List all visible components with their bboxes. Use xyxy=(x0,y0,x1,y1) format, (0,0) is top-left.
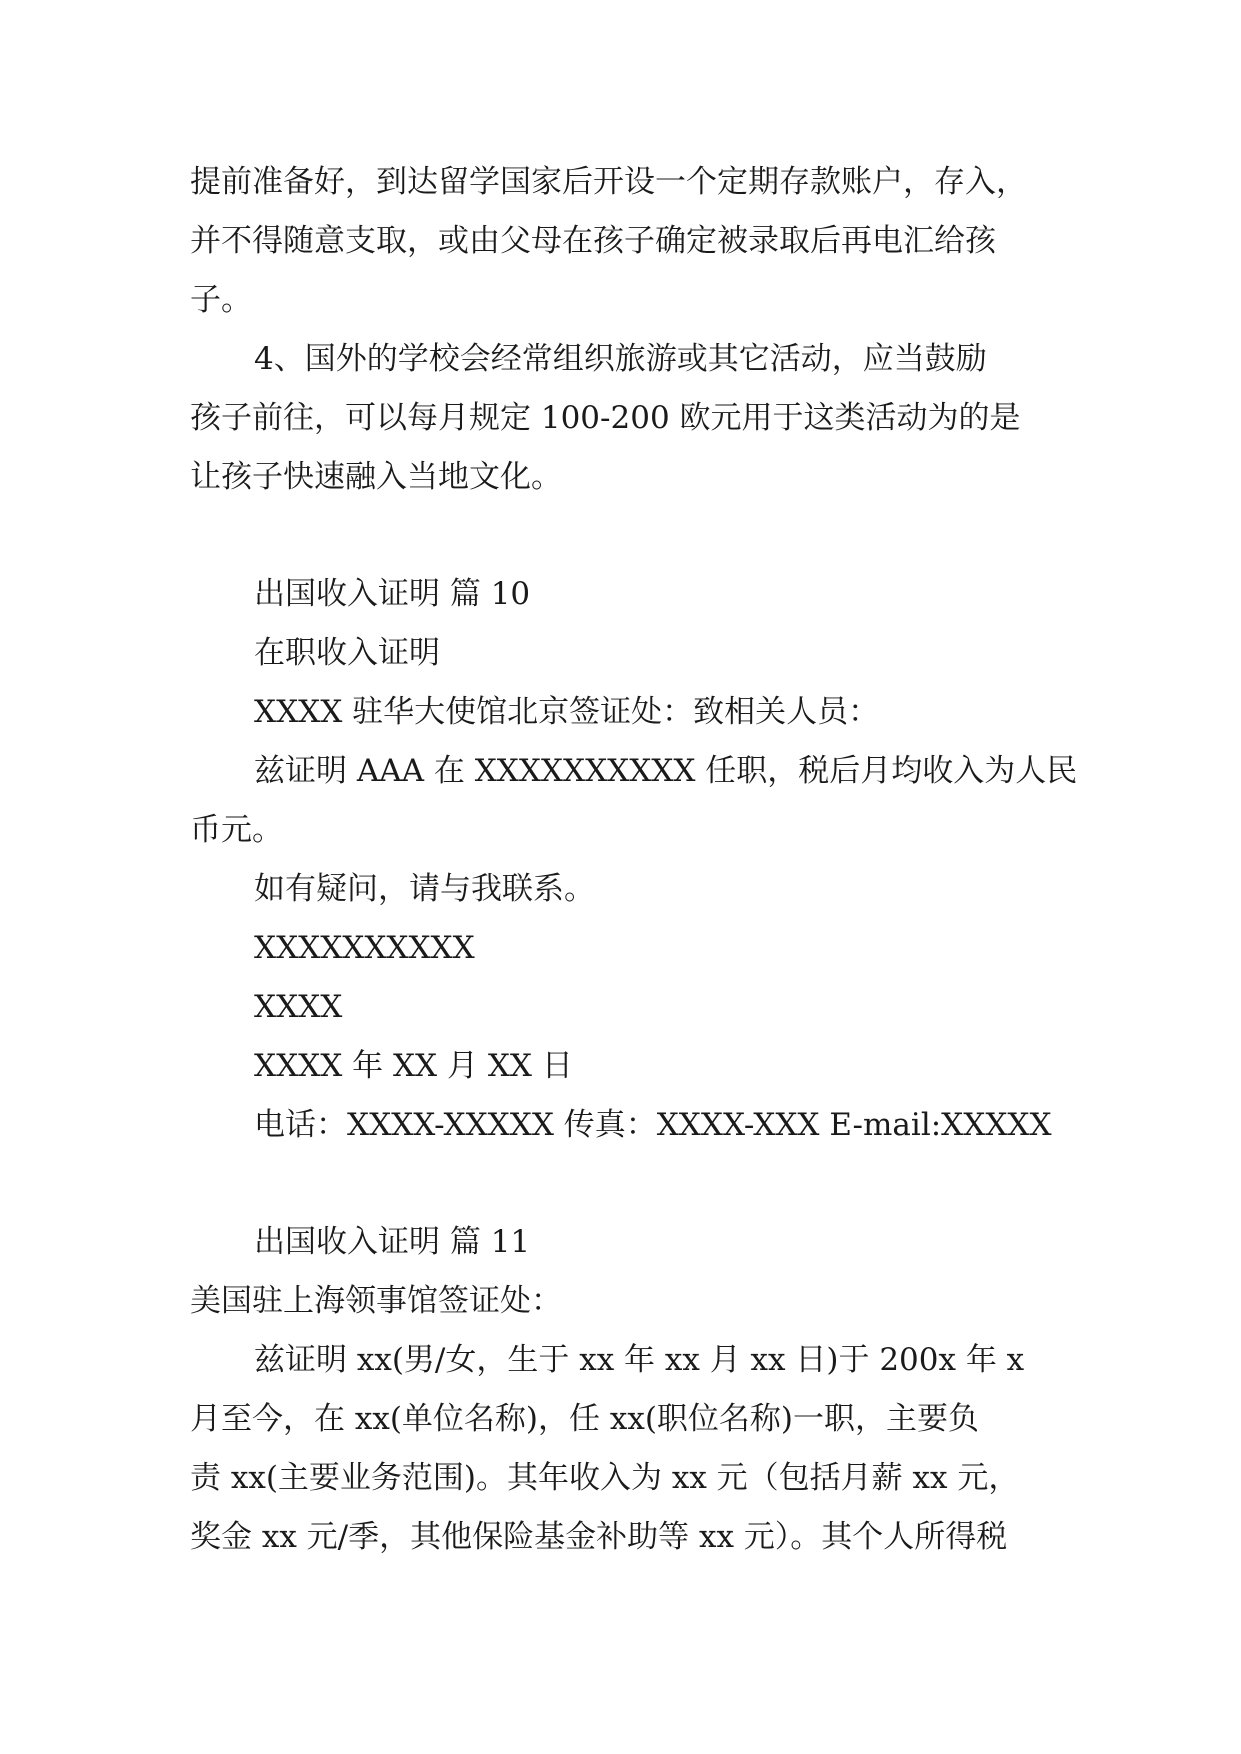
date-line: XXXX 年 XX 月 XX 日 xyxy=(254,1048,573,1084)
certificate-body-line: 兹证明 AAA 在 XXXXXXXXXX 任职，税后月均收入为人民 xyxy=(254,753,1078,789)
paragraph-line: 子。 xyxy=(190,282,252,318)
certificate-body-line: 币元。 xyxy=(190,812,283,848)
signer-secondary: XXXX xyxy=(254,989,343,1025)
certificate-title: 在职收入证明 xyxy=(254,635,440,671)
contact-line: 电话：XXXX-XXXXX 传真：XXXX-XXX E-mail:XXXXX xyxy=(254,1107,1052,1143)
certificate-body-line: 兹证明 xx(男/女，生于 xx 年 xx 月 xx 日)于 200x 年 x xyxy=(254,1342,1025,1378)
list-item-4-line: 让孩子快速融入当地文化。 xyxy=(190,459,562,495)
section-heading: 出国收入证明 篇 11 xyxy=(254,1224,531,1260)
section-heading: 出国收入证明 篇 10 xyxy=(254,576,531,612)
signer: XXXXXXXXXX xyxy=(254,930,475,966)
list-item-4-line: 4、国外的学校会经常组织旅游或其它活动，应当鼓励 xyxy=(254,341,987,377)
document-body xyxy=(190,153,1078,1567)
paragraph-line: 提前准备好，到达留学国家后开设一个定期存款账户，存入， xyxy=(190,164,1027,200)
section-spacer xyxy=(190,1155,1052,1213)
list-item-4-line: 孩子前往，可以每月规定 100-200 欧元用于这类活动为的是 xyxy=(190,400,1021,436)
contact-note: 如有疑问，请与我联系。 xyxy=(254,871,595,907)
certificate-body-line: 月至今，在 xx(单位名称)，任 xx(职位名称)一职，主要负 xyxy=(190,1401,980,1437)
certificate-body-line: 责 xx(主要业务范围)。其年收入为 xx 元（包括月薪 xx 元， xyxy=(190,1460,1020,1496)
certificate-body-line: 奖金 xx 元/季，其他保险基金补助等 xx 元）。其个人所得税 xyxy=(190,1519,1008,1555)
paragraph-line: 并不得随意支取，或由父母在孩子确定被录取后再电汇给孩 xyxy=(190,223,996,259)
section-spacer xyxy=(190,507,1052,565)
addressee: XXXX 驻华大使馆北京签证处：致相关人员： xyxy=(254,694,880,730)
addressee: 美国驻上海领事馆签证处： xyxy=(190,1283,562,1319)
